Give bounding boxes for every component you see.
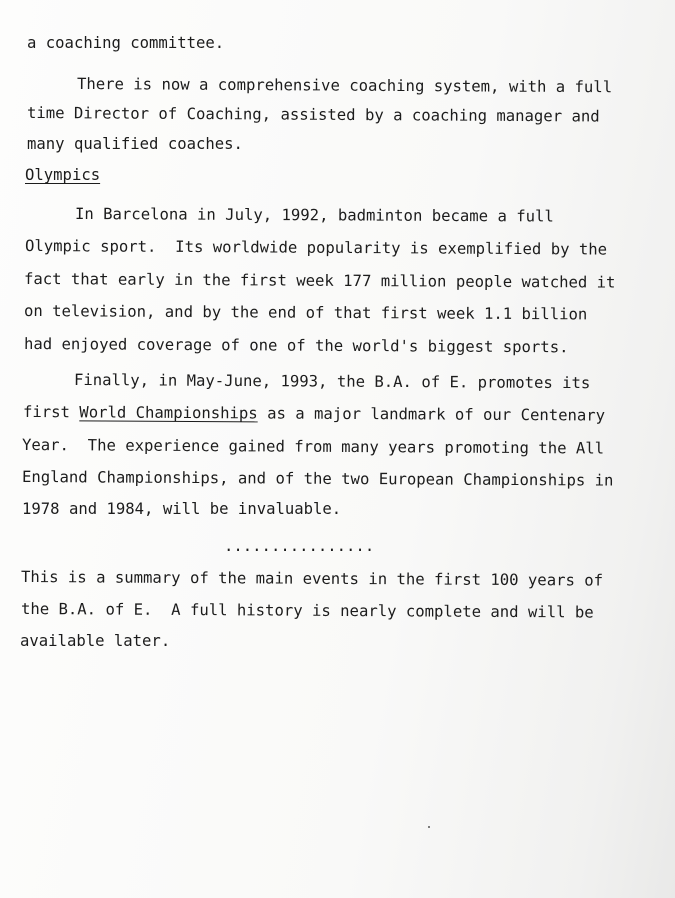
text-line: the B.A. of E. A full history is nearly complete and will be: [20, 600, 594, 622]
section-heading-olympics: Olympics: [25, 166, 101, 184]
text-segment: as a major landmark of our Centenary: [257, 404, 606, 425]
text-line: on television, and by the end of that first week 1.1 billion: [23, 302, 588, 324]
text-line: 1978 and 1984, will be invaluable.: [22, 500, 342, 518]
text-line: had enjoyed coverage of one of the world's biggest sports.: [23, 335, 569, 357]
text-line: [23, 403, 605, 425]
text-line: There is now a comprehensive coaching system, with a full: [76, 75, 613, 97]
underlined-phrase-world-championships: World Championships: [79, 403, 258, 423]
text-line: time Director of Coaching, assisted by a coaching manager and: [26, 104, 600, 126]
text-line: fact that early in the first week 177 million people watched it: [23, 270, 616, 292]
text-line: In Barcelona in July, 1992, badminton became a full: [74, 205, 554, 226]
text-segment: first: [22, 403, 80, 422]
text-line: available later.: [20, 632, 171, 650]
text-line: Finally, in May-June, 1993, the B.A. of E. promotes its: [73, 371, 591, 393]
text-line: Year. The experience gained from many years promoting the All: [21, 436, 605, 458]
text-line: many qualified coaches.: [27, 135, 243, 153]
text-line: Olympic sport. Its worldwide popularity is exemplified by the: [24, 237, 608, 259]
scan-speck: [428, 826, 430, 828]
text-line: This is a summary of the main events in the first 100 years of: [20, 568, 604, 590]
text-line: a coaching committee.: [27, 34, 225, 52]
text-line: England Championships, and of the two European Championships in: [21, 468, 614, 490]
dotted-separator: ................: [224, 537, 375, 555]
